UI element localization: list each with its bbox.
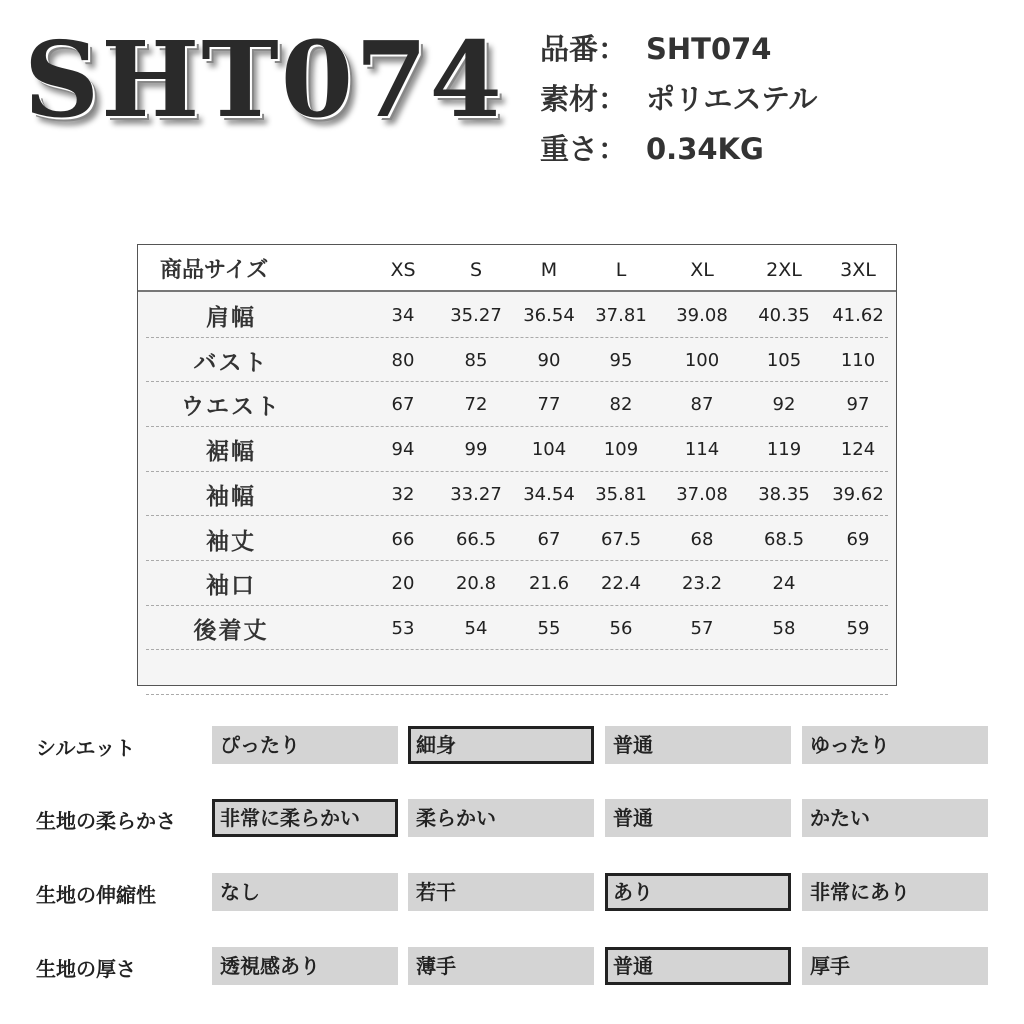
measurement-value: 97 — [846, 394, 870, 416]
size-header-m: M — [540, 259, 558, 281]
attribute-option: 非常にあり — [802, 873, 988, 911]
measurement-value: 85 — [464, 349, 488, 371]
size-table — [137, 244, 897, 686]
size-header-xs: XS — [390, 259, 416, 281]
measurement-value: 68.5 — [763, 528, 805, 550]
measurement-value: 56 — [609, 617, 633, 639]
attribute-label: シルエット — [36, 736, 136, 760]
attribute-label: 生地の柔らかさ — [36, 809, 176, 833]
attribute-option: ゆったり — [802, 726, 988, 764]
table-header-label: 商品サイズ — [160, 258, 269, 283]
spec-label: 重さ： — [540, 132, 628, 166]
table-row — [138, 517, 896, 562]
size-header-3xl: 3XL — [840, 259, 876, 281]
measurement-value: 59 — [846, 617, 870, 639]
measurement-value: 23.2 — [681, 573, 723, 595]
measurement-value: 67.5 — [600, 528, 642, 550]
measurement-value: 39.62 — [832, 483, 884, 505]
measurement-value: 114 — [684, 439, 720, 461]
measurement-value: 66 — [391, 528, 415, 550]
measurement-value: 77 — [537, 394, 561, 416]
row-divider — [146, 694, 888, 695]
spec-value: SHT074 — [646, 32, 772, 66]
table-row — [138, 606, 896, 651]
measurement-value: 67 — [537, 528, 561, 550]
measurement-value: 35.81 — [595, 483, 647, 505]
measurement-value: 36.54 — [523, 305, 575, 326]
attribute-option-selected: 細身 — [408, 726, 594, 764]
measurement-value: 53 — [391, 617, 415, 639]
attribute-option: 透視感あり — [212, 947, 398, 985]
spec-material — [540, 74, 817, 124]
table-row — [138, 472, 896, 517]
measurement-value: 34 — [391, 305, 415, 326]
measurement-value: 105 — [766, 349, 802, 371]
spec-info — [540, 24, 817, 174]
measurement-value: 80 — [391, 349, 415, 371]
attribute-row — [0, 726, 1024, 766]
measurement-value: 34.54 — [523, 483, 575, 505]
measurement-value: 22.4 — [600, 573, 642, 595]
measurement-label: 後着丈 — [193, 617, 269, 644]
measurement-value: 58 — [772, 617, 796, 639]
measurement-value: 110 — [840, 349, 876, 371]
measurement-value: 35.27 — [450, 305, 502, 326]
size-header-2xl: 2XL — [766, 259, 802, 281]
spec-value: ポリエステル — [646, 82, 818, 116]
measurement-value: 90 — [537, 349, 561, 371]
attribute-row — [0, 873, 1024, 913]
spec-weight — [540, 124, 817, 174]
logo-text: SHT074 — [24, 18, 504, 141]
attribute-option: 厚手 — [802, 947, 988, 985]
measurement-label: バスト — [193, 349, 269, 376]
measurement-value: 55 — [537, 617, 561, 639]
attribute-option: ぴったり — [212, 726, 398, 764]
attribute-row — [0, 799, 1024, 839]
attribute-option: 普通 — [605, 799, 791, 837]
attribute-option-selected: 非常に柔らかい — [212, 799, 398, 837]
table-row — [138, 561, 896, 606]
measurement-label: 袖丈 — [206, 528, 256, 555]
measurement-value: 94 — [391, 439, 415, 461]
spec-label: 品番： — [540, 32, 628, 66]
measurement-value: 69 — [846, 528, 870, 550]
measurement-value: 68 — [690, 528, 714, 550]
measurement-label: 袖幅 — [206, 483, 256, 510]
measurement-value: 66.5 — [455, 528, 497, 550]
measurement-value: 37.08 — [676, 483, 728, 505]
measurement-value: 41.62 — [832, 305, 884, 326]
measurement-value: 124 — [840, 439, 876, 461]
table-row — [138, 382, 896, 427]
measurement-value: 87 — [690, 394, 714, 416]
measurement-label: 袖口 — [206, 573, 256, 600]
attribute-option-selected: あり — [605, 873, 791, 911]
attribute-label: 生地の伸縮性 — [36, 883, 156, 907]
attribute-label: 生地の厚さ — [36, 957, 136, 981]
table-row-empty — [138, 651, 896, 696]
spec-value: 0.34KG — [646, 132, 764, 166]
attribute-option: 普通 — [605, 726, 791, 764]
measurement-value: 24 — [772, 573, 796, 595]
measurement-value: 40.35 — [758, 305, 810, 326]
attribute-option: 薄手 — [408, 947, 594, 985]
attribute-option: なし — [212, 873, 398, 911]
spec-label: 素材： — [540, 82, 628, 116]
measurement-value: 104 — [531, 439, 567, 461]
attribute-option: 柔らかい — [408, 799, 594, 837]
measurement-value: 100 — [684, 349, 720, 371]
measurement-value: 119 — [766, 439, 802, 461]
measurement-value: 92 — [772, 394, 796, 416]
spec-product-number — [540, 24, 817, 74]
size-header-xl: XL — [690, 259, 714, 281]
attribute-option: 若干 — [408, 873, 594, 911]
measurement-value: 33.27 — [450, 483, 502, 505]
measurement-value: 54 — [464, 617, 488, 639]
measurement-value: 32 — [391, 483, 415, 505]
measurement-value: 37.81 — [595, 305, 647, 326]
product-logo — [16, 14, 504, 144]
table-row — [138, 427, 896, 472]
measurement-value: 38.35 — [758, 483, 810, 505]
attribute-option: かたい — [802, 799, 988, 837]
table-header — [138, 245, 896, 292]
measurement-value: 21.6 — [528, 573, 570, 595]
measurement-value: 39.08 — [676, 305, 728, 326]
measurement-value: 57 — [690, 617, 714, 639]
measurement-label: 肩幅 — [206, 305, 256, 331]
table-row — [138, 293, 896, 338]
measurement-value: 99 — [464, 439, 488, 461]
attribute-option-selected: 普通 — [605, 947, 791, 985]
measurement-value: 109 — [603, 439, 639, 461]
measurement-value: 72 — [464, 394, 488, 416]
measurement-value: 82 — [609, 394, 633, 416]
attribute-row — [0, 947, 1024, 987]
size-header-s: S — [469, 259, 483, 281]
measurement-value: 20.8 — [455, 573, 497, 595]
measurement-label: ウエスト — [181, 394, 281, 421]
measurement-value: 95 — [609, 349, 633, 371]
measurement-label: 裾幅 — [206, 439, 256, 466]
table-row — [138, 338, 896, 383]
size-header-l: L — [615, 259, 627, 281]
measurement-value: 20 — [391, 573, 415, 595]
measurement-value: 67 — [391, 394, 415, 416]
